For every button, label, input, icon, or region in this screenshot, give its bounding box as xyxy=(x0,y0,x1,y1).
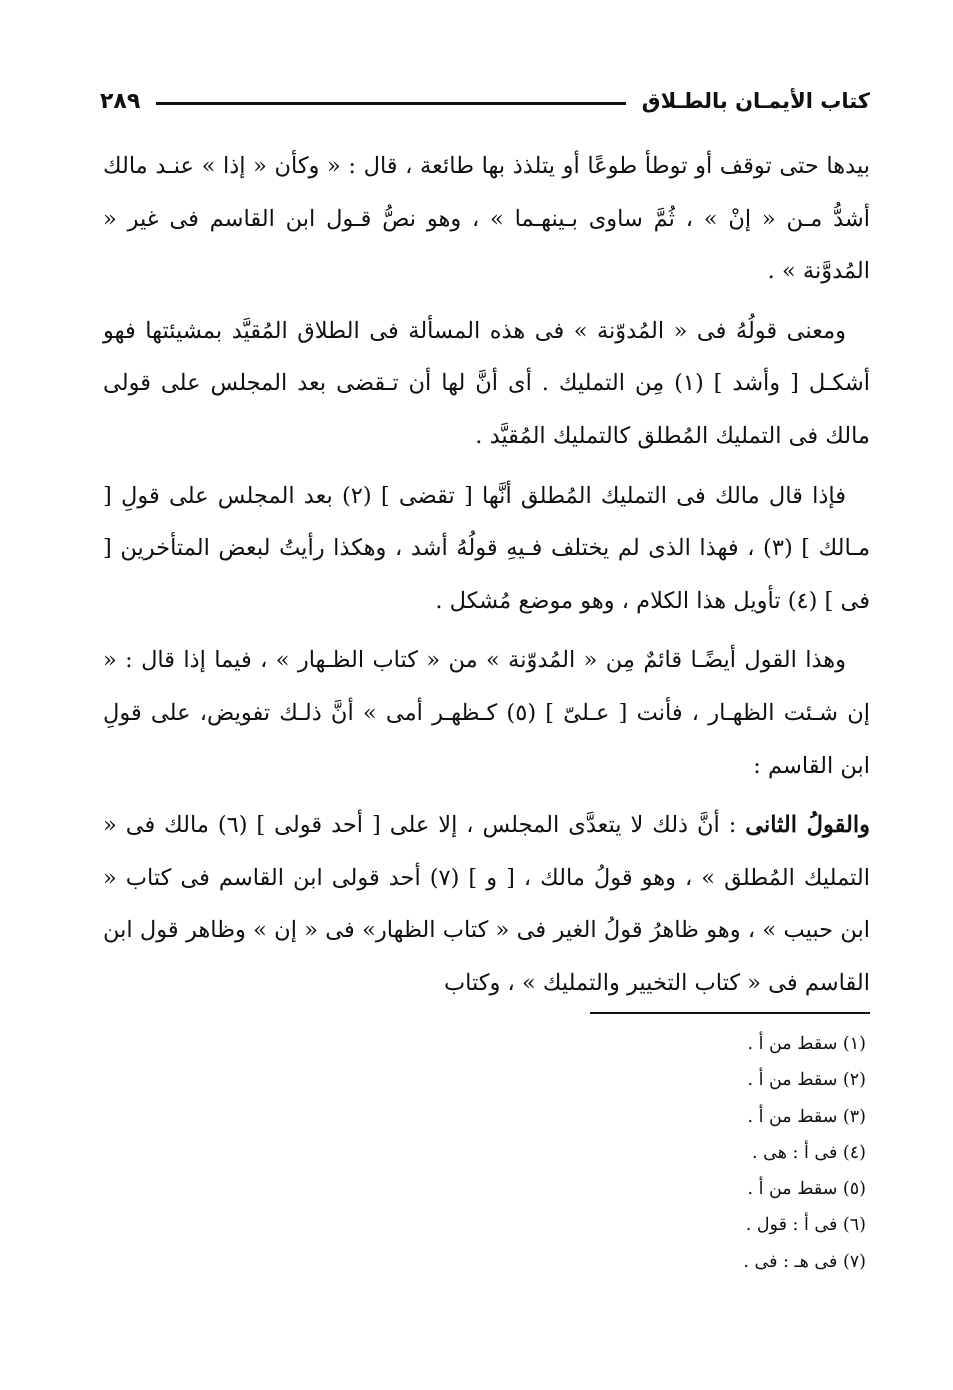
paragraph-text: وهذا القول أيضًـا قائمٌ مِن « المُدوّنة » من « كتاب الظـهار » ، فيما إذا قال : « إن شـئت الظهـار ، فأنت [ عـلىّ ] (٥) كـظهـر أمى » أنَّ ذلـك تفويض، على قولِ ابن القاسم : xyxy=(103,647,870,779)
paragraph-lead: والقولُ الثانى xyxy=(745,812,870,839)
header-title: كتاب الأيمـان بالطـلاق xyxy=(641,89,870,113)
page-number: ٢٨٩ xyxy=(100,88,141,114)
footnote-7: (٧) فى هـ : فى . xyxy=(743,1251,866,1272)
paragraph-text: : أنَّ ذلك لا يتعدَّى المجلس ، إلا على [ أحد قولى ] (٦) مالك فى « التمليك المُطلق » ، وهو قولُ مالك ، [ و ] (٧) أحد قولى ابن القاسم فى كتاب « ابن حبيب » ، وهو ظاهرُ قولُ الغير فى « كتاب الظهار» فى « إن » وظاهر قول ابن القاسم فى « كتاب التخيير والتمليك » ، وكتاب xyxy=(103,812,870,996)
footnote-3: (٣) سقط من أ . xyxy=(747,1106,866,1127)
header-rule xyxy=(156,102,626,105)
footnotes xyxy=(560,1026,866,1280)
paragraph-2 xyxy=(103,305,870,463)
running-header xyxy=(100,84,870,118)
paragraph-text: بيدها حتى توقف أو توطأ طوعًا أو يتلذذ بها طائعة ، قال : « وكأن « إذا » عنـد مالك أشدُّ مـن « إنْ » ، ثُمَّ ساوى بـينهـما » ، وهو نصُّ قـول ابن القاسم فى غير « المُدوَّنة » . xyxy=(103,153,870,285)
footnote-6: (٦) فى أ : قول . xyxy=(745,1215,866,1236)
paragraph-1 xyxy=(103,140,870,298)
paragraph-text: ومعنى قولُهُ فى « المُدوّنة » فى هذه المسألة فى الطلاق المُقيَّد بمشيئتها فهو أشكـل [ وأشد ] (١) مِن التمليك . أى أنَّ لها أن تـقضى بعد المجلس على قولى مالك فى التمليك المُطلق كالتمليك المُقيَّد . xyxy=(103,317,870,449)
footnote-5: (٥) سقط من أ . xyxy=(747,1179,866,1200)
paragraph-3 xyxy=(103,470,870,628)
footnote-1: (١) سقط من أ . xyxy=(747,1034,866,1054)
footnote-separator xyxy=(590,1012,870,1014)
paragraph-text: فإذا قال مالك فى التمليك المُطلق أنَّها [ تقضى ] (٢) بعد المجلس على قولِ [ مـالك ] (٣) ، فهذا الذى لم يختلف فـيهِ قولُهُ أشد ، وهكذا رأيتُ لبعض المتأخرين [ فى ] (٤) تأويل هذا الكلام ، وهو موضع مُشكل . xyxy=(103,482,870,614)
footnote-2: (٢) سقط من أ . xyxy=(747,1070,866,1091)
paragraph-4 xyxy=(103,634,870,792)
main-text xyxy=(103,140,870,1017)
paragraph-5 xyxy=(103,799,870,1009)
footnote-4: (٤) فى أ : هى . xyxy=(752,1142,866,1163)
